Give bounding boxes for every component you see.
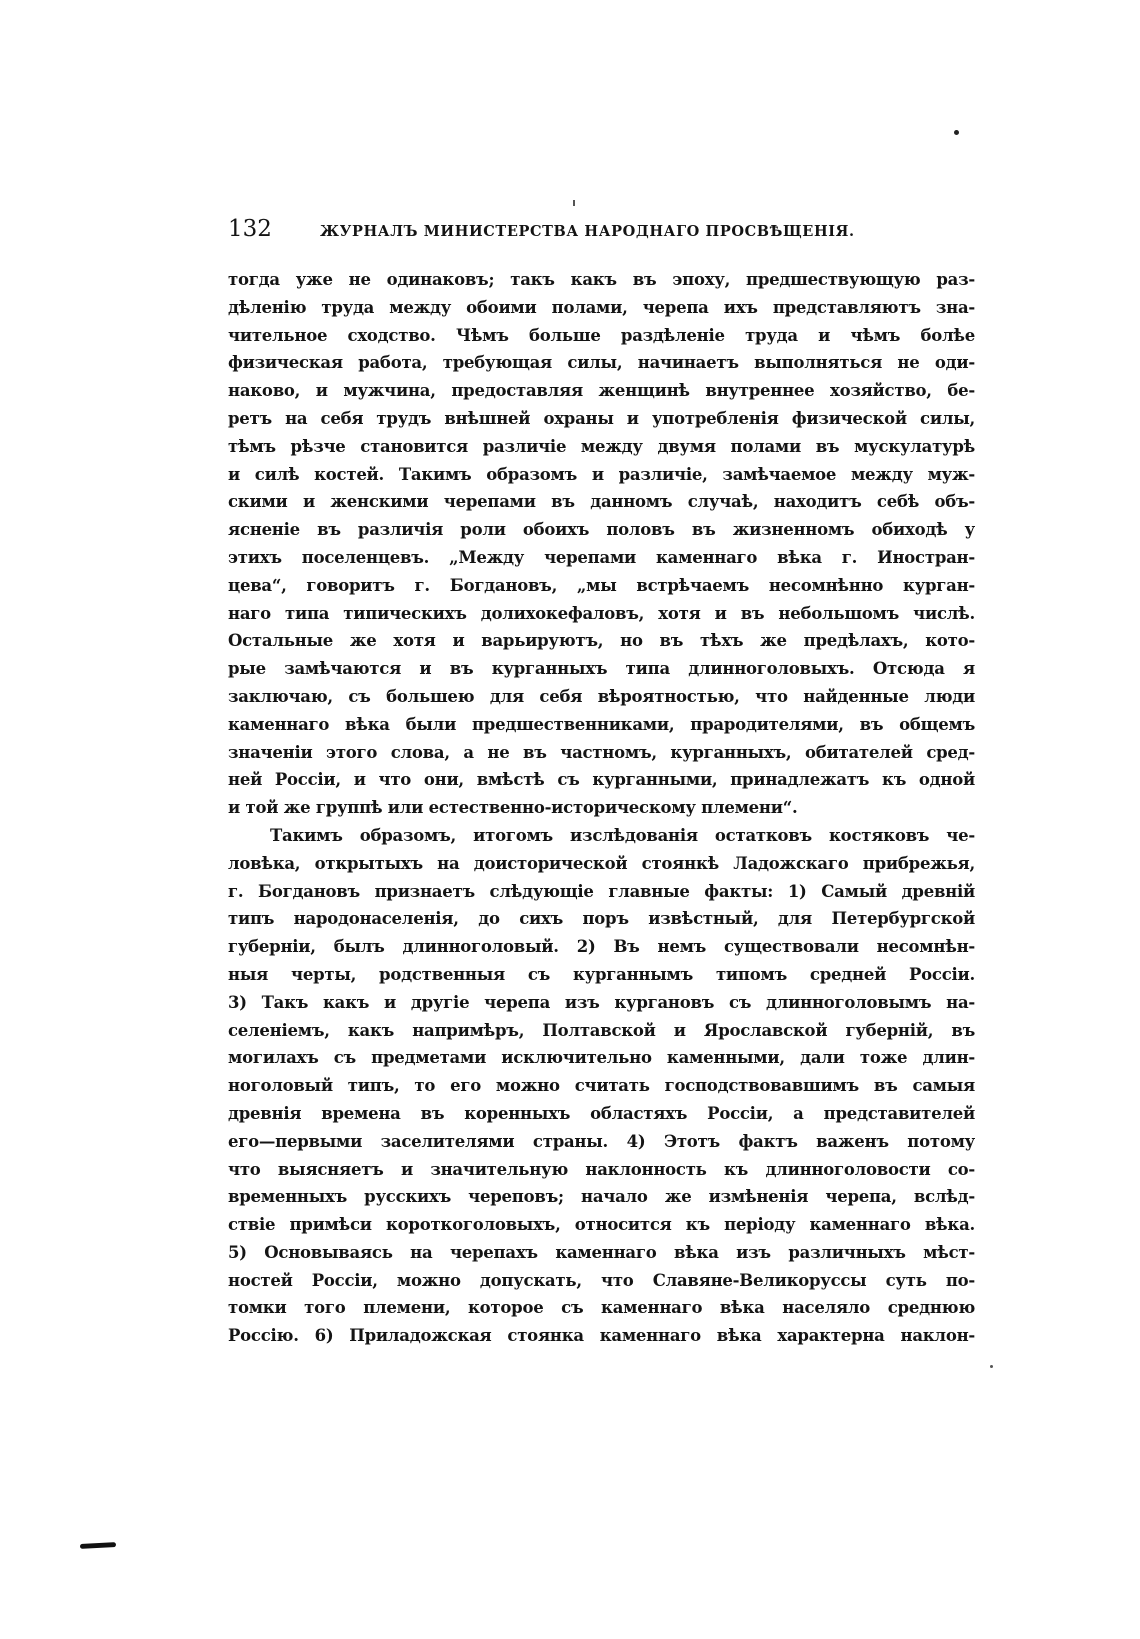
text-line: Остальные же хотя и варьируютъ, но въ тѣхъ же предѣлахъ, кото- [228,631,975,651]
text-line: значеніи этого слова, а не въ частномъ, курганныхъ, обитателей сред- [228,742,975,762]
text-line: Россію. 6) Приладожская стоянка каменнаго вѣка характерна наклон- [228,1326,975,1346]
body-text [228,266,975,1350]
text-line: физическая работа, требующая силы, начинаетъ выполняться не оди- [228,353,975,373]
text-line: что выясняетъ и значительную наклонность къ длинноголовости со- [228,1159,975,1179]
text-line: 3) Такъ какъ и другіе черепа изъ кургановъ съ длинноголовымъ на- [228,992,975,1012]
text-line: и силѣ костей. Такимъ образомъ и различіе, замѣчаемое между муж- [228,464,975,484]
text-line: дѣленію труда между обоими полами, черепа ихъ представляютъ зна- [228,297,975,317]
text-line: типъ народонаселенія, до сихъ поръ извѣстный, для Петербургской [228,909,975,929]
text-line: ней Россіи, и что они, вмѣстѣ съ курганными, принадлежатъ къ одной [228,770,975,790]
text-line: томки того племени, которое съ каменнаго вѣка населяло среднюю [228,1298,975,1318]
text-line: временныхъ русскихъ череповъ; начало же измѣненія черепа, вслѣд- [228,1187,975,1207]
ink-speck [573,200,575,206]
text-line: скими и женскими черепами въ данномъ случаѣ, находитъ себѣ объ- [228,492,975,512]
edge-ink-stroke [80,1542,116,1549]
text-line: г. Богдановъ признаетъ слѣдующіе главные факты: 1) Самый древній [228,881,975,901]
text-line: рые замѣчаются и въ курганныхъ типа длинноголовыхъ. Отсюда я [228,659,975,679]
text-line: ностей Россіи, можно допускать, что Славяне-Великоруссы суть по- [228,1270,975,1290]
text-line: губерніи, былъ длинноголовый. 2) Въ немъ существовали несомнѣн- [228,937,975,957]
text-line: тогда уже не одинаковъ; такъ какъ въ эпоху, предшествующую раз- [228,270,975,289]
text-line: чительное сходство. Чѣмъ больше раздѣленіе труда и чѣмъ болѣе [228,325,975,345]
ink-dot [954,130,959,135]
text-line: ловѣка, открытыхъ на доисторической стоянкѣ Ладожскаго прибрежья, [228,853,975,873]
text-line: ствіе примѣси короткоголовыхъ, относится къ періоду каменнаго вѣка. [228,1215,975,1235]
text-line: наково, и мужчина, предоставляя женщинѣ внутреннее хозяйство, бе- [228,381,975,401]
text-line: 5) Основываясь на черепахъ каменнаго вѣка изъ различныхъ мѣст- [228,1242,975,1262]
text-line: селеніемъ, какъ напримѣръ, Полтавской и Ярославской губерній, въ [228,1020,975,1040]
text-line: могилахъ съ предметами исключительно каменными, дали тоже длин- [228,1048,975,1068]
ink-dot [990,1365,993,1368]
page-header [228,216,978,242]
text-line: ныя черты, родственныя съ курганнымъ типомъ средней Россіи. [228,964,975,984]
text-line: ясненіе въ различія роли обоихъ половъ въ жизненномъ обиходѣ у [228,520,975,540]
text-line: ноголовый типъ, то его можно считать господствовавшимъ въ самыя [228,1076,975,1096]
text-line: цева“, говоритъ г. Богдановъ, „мы встрѣчаемъ несомнѣнно курган- [228,575,975,595]
text-line: каменнаго вѣка были предшественниками, прародителями, въ общемъ [228,714,975,734]
page-number: 132 [228,216,272,242]
text-line: и той же группѣ или естественно-историческому племени“. [228,798,798,818]
text-line: ретъ на себя трудъ внѣшней охраны и употребленія физической силы, [228,408,975,428]
text-line: заключаю, съ большею для себя вѣроятностью, что найденные люди [228,686,975,706]
text-line: его—первыми заселителями страны. 4) Этотъ фактъ важенъ потому [228,1131,975,1151]
text-line: этихъ поселенцевъ. „Между черепами каменнаго вѣка г. Иностран- [228,547,975,567]
running-title: ЖУРНАЛЪ МИНИСТЕРСТВА НАРОДНАГО ПРОСВѢЩЕНІЯ. [320,223,855,240]
text-line: Такимъ образомъ, итогомъ изслѣдованія остатковъ костяковъ че- [270,825,975,845]
text-line: тѣмъ рѣзче становится различіе между двумя полами въ мускулатурѣ [228,436,975,456]
text-line: древнія времена въ коренныхъ областяхъ Россіи, а представителей [228,1103,975,1123]
text-line: наго типа типическихъ долихокефаловъ, хотя и въ небольшомъ числѣ. [228,603,975,623]
